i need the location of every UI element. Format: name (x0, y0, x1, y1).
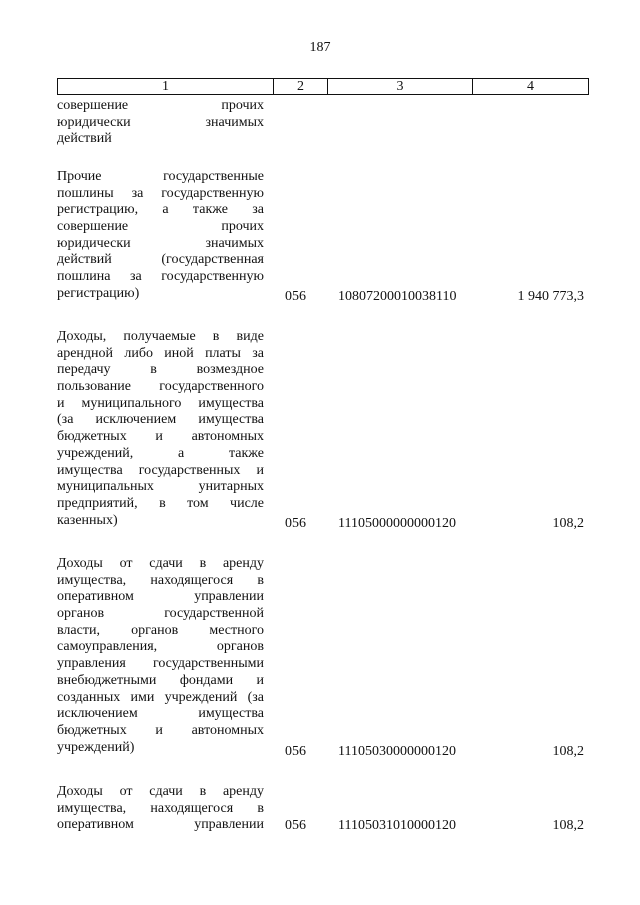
row-description (57, 98, 264, 148)
description-line: пошлины за государственную (57, 185, 264, 201)
description-line: совершение прочих (57, 219, 264, 235)
description-line: регистрацию, а также за (57, 202, 264, 218)
description-line: внебюджетными фондами и (57, 672, 264, 688)
column-header-row (58, 79, 589, 95)
description-line: имущества, находящегося в (57, 800, 264, 816)
row-description (57, 784, 264, 834)
row-code: 056 (285, 289, 306, 304)
description-line: действий (57, 131, 112, 147)
description-line: самоуправления, органов (57, 639, 264, 655)
description-line: муниципальных унитарных (57, 479, 264, 495)
description-line: Доходы от сдачи в аренду (57, 556, 264, 571)
column-header-2: 2 (274, 79, 328, 95)
row-code: 056 (285, 516, 306, 531)
row-kbk: 11105000000000120 (338, 516, 456, 531)
description-line: регистрацию) (57, 285, 140, 301)
column-header-3: 3 (328, 79, 473, 95)
row-kbk: 10807200010038110 (338, 289, 457, 304)
description-line: юридически значимых (57, 114, 264, 130)
description-line: арендной либо иной платы за (57, 345, 264, 361)
description-line: созданных ими учреждений (за (57, 689, 264, 705)
description-line: органов государственной (57, 606, 264, 622)
description-line: предприятий, в том числе (57, 495, 264, 511)
description-line: власти, органов местного (57, 622, 264, 638)
description-line: и муниципального имущества (57, 395, 264, 411)
page-number: 187 (309, 40, 331, 55)
row-code: 056 (285, 818, 306, 833)
description-line: имущества, находящегося в (57, 572, 264, 588)
description-line: совершение прочих (57, 98, 264, 113)
description-line: имущества государственных и (57, 462, 264, 478)
row-amount: 1 940 773,3 (517, 289, 584, 304)
column-header-table (57, 78, 589, 95)
description-line: пользование государственного (57, 379, 264, 395)
description-line: исключением имущества (57, 706, 264, 722)
row-kbk: 11105031010000120 (338, 818, 456, 833)
description-line: управления государственными (57, 656, 264, 672)
description-line: оперативном управлении (57, 589, 264, 605)
description-line: Доходы, получаемые в виде (57, 329, 264, 344)
description-line: действий (государственная (57, 252, 264, 268)
description-line: казенных) (57, 512, 118, 528)
row-amount: 108,2 (552, 516, 584, 531)
column-header-1: 1 (58, 79, 274, 95)
column-header-4: 4 (473, 79, 589, 95)
description-line: учреждений) (57, 739, 135, 755)
row-code: 056 (285, 744, 306, 759)
row-kbk: 11105030000000120 (338, 744, 456, 759)
row-amount: 108,2 (552, 818, 584, 833)
row-description (57, 329, 264, 529)
description-line: пошлина за государственную (57, 269, 264, 285)
description-line: передачу в возмездное (57, 362, 264, 378)
row-description (57, 169, 264, 303)
description-line: Прочие государственные (57, 169, 264, 184)
description-line: (за исключением имущества (57, 412, 264, 428)
description-line: бюджетных и автономных (57, 722, 264, 738)
description-line: учреждений, а также (57, 445, 264, 461)
description-line: оперативном управлении (57, 817, 264, 833)
row-amount: 108,2 (552, 744, 584, 759)
description-line: Доходы от сдачи в аренду (57, 784, 264, 799)
description-line: бюджетных и автономных (57, 429, 264, 445)
description-line: юридически значимых (57, 235, 264, 251)
row-description (57, 556, 264, 756)
